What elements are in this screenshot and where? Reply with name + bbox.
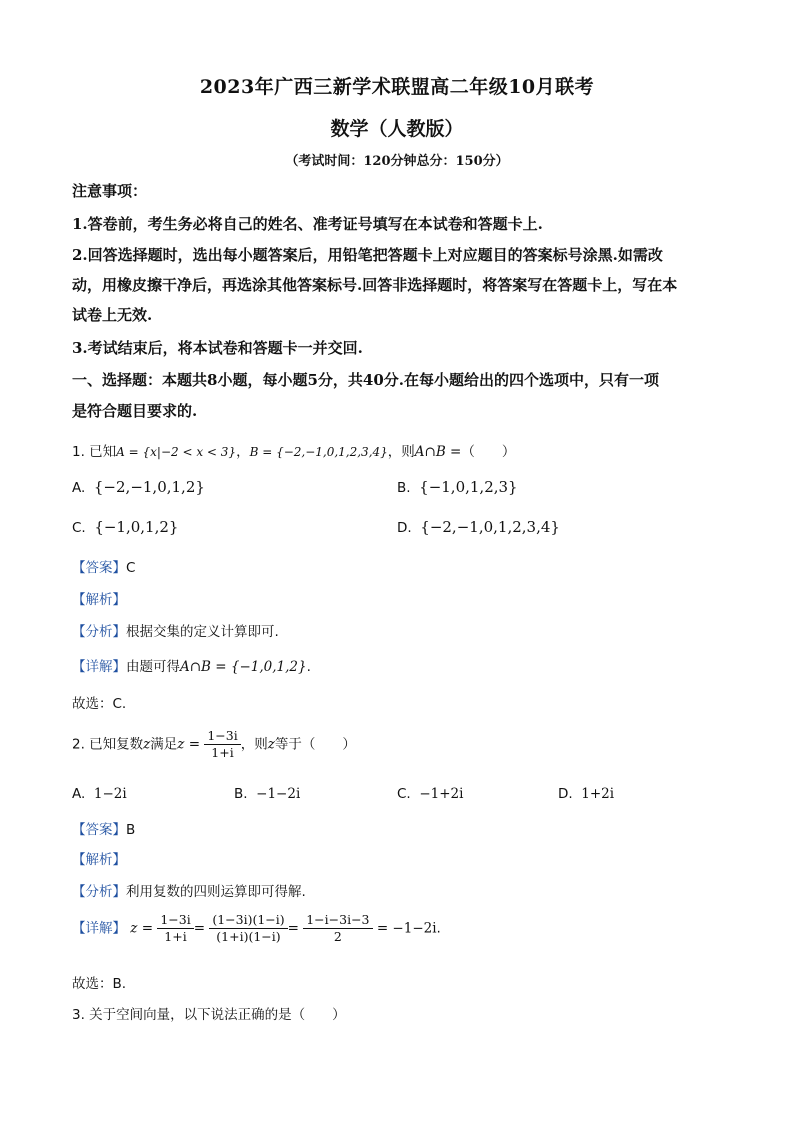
q2-fenxi: 【分析】利用复数的四则运算即可得解.: [72, 884, 306, 900]
q1-set-a: A = {x|−2 < x < 3}: [116, 445, 237, 459]
q1-option-b: B. {−1,0,1,2,3}: [397, 478, 518, 496]
q1-option-a: A. {−2,−1,0,1,2}: [72, 478, 205, 496]
q3-stem: 3. 关于空间向量，以下说法正确的是（ ）: [72, 1007, 346, 1023]
q1-option-c: C. {−1,0,1,2}: [72, 518, 179, 536]
q2-xiangjie: 【详解】 z = $\frac{1-3i}{1+i}$ = $\frac{(1-3i)(1-i)}{(1+i)(1-i)}$ = $\frac{1-i-3i-3}{2}$ = −1−2i.: [72, 912, 441, 944]
notice-heading: 注意事项：: [72, 182, 148, 200]
q2-option-d: D. 1+2i: [558, 786, 615, 802]
q1-set-b: B = {−2,−1,0,1,2,3,4}: [249, 445, 388, 459]
q2-stem: 2. 已知复数z满足z = $\frac{1-3i}{1+i}$ ，则z等于（ ）: [72, 728, 356, 760]
exam-title: 2023年广西三新学术联盟高二年级10月联考: [199, 76, 595, 98]
q1-choose: 故选：C.: [72, 696, 127, 712]
q2-choose: 故选：B.: [72, 976, 127, 992]
q1-answer: 【答案】C: [72, 560, 136, 576]
q2-option-b: B. −1−2i: [234, 786, 301, 802]
q1-option-d: D. {−2,−1,0,1,2,3,4}: [397, 518, 560, 536]
section-1-line1: 一、选择题：本题共8小题，每小题5分，共40分.在每小题给出的四个选项中，只有一项: [72, 371, 659, 389]
notice-item-2-line1: 2.回答选择题时，选出每小题答案后，用铅笔把答题卡上对应题目的答案标号涂黑.如需改: [72, 246, 663, 264]
section-1-line2: 是符合题目要求的.: [72, 402, 198, 420]
exam-subtitle: 数学（人教版）: [330, 118, 464, 140]
q1-stem: 1. 已知A = {x|−2 < x < 3}，B = {−2,−1,0,1,2,3,4}，则A∩B =（ ）: [72, 444, 516, 460]
q2-option-c: C. −1+2i: [397, 786, 464, 802]
q2-option-a: A. 1−2i: [72, 786, 127, 802]
exam-info: （考试时间：120分钟总分：150分）: [285, 154, 509, 169]
q2-jiexi: 【解析】: [72, 852, 126, 868]
q1-expr: A∩B =: [414, 444, 462, 460]
q2-fraction: $\frac{1-3i}{1+i}$: [204, 728, 240, 761]
notice-item-2-line2: 动，用橡皮擦干净后，再选涂其他答案标号.回答非选择题时，将答案写在答题卡上，写在本: [72, 276, 678, 294]
q2-answer: 【答案】B: [72, 822, 136, 838]
notice-item-2-line3: 试卷上无效.: [72, 306, 153, 324]
q1-xiangjie: 【详解】由题可得A∩B = {−1,0,1,2}.: [72, 659, 311, 675]
notice-item-1: 1.答卷前，考生务必将自己的姓名、准考证号填写在本试卷和答题卡上.: [72, 215, 543, 233]
q1-jiexi: 【解析】: [72, 592, 126, 608]
q1-fenxi: 【分析】根据交集的定义计算即可.: [72, 624, 279, 640]
notice-item-3: 3.考试结束后，将本试卷和答题卡一并交回.: [72, 339, 363, 357]
